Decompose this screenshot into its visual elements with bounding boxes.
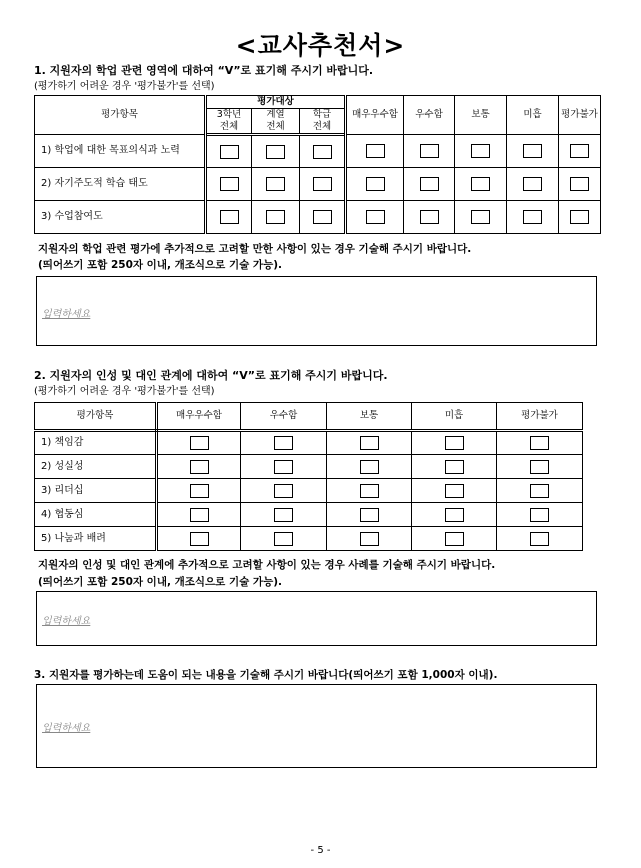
header-eval-item: 평가항목 xyxy=(35,96,206,135)
checkbox[interactable] xyxy=(190,484,209,498)
academic-comment-field[interactable] xyxy=(36,276,597,346)
character-rating-table xyxy=(34,402,583,551)
header-very-good: 매우우수함 xyxy=(157,403,241,431)
placeholder-text: 입력하세요 xyxy=(42,309,91,320)
checkbox[interactable] xyxy=(570,144,589,158)
placeholder-text: 입력하세요 xyxy=(42,723,91,734)
checkbox[interactable] xyxy=(570,210,589,224)
checkbox[interactable] xyxy=(530,508,549,522)
section3-question: 3. 지원자를 평가하는데 도움이 되는 내용을 기술해 주시기 바랍니다(띄어쓰기 포함 1,000자 이내). xyxy=(34,669,498,681)
checkbox[interactable] xyxy=(220,177,239,191)
checkbox[interactable] xyxy=(366,210,385,224)
checkbox[interactable] xyxy=(274,460,293,474)
section1-note: (평가하기 어려운 경우 '평가불가'를 선택) xyxy=(34,81,215,92)
placeholder-text: 입력하세요 xyxy=(42,616,91,627)
checkbox[interactable] xyxy=(313,210,332,224)
header-good: 우수함 xyxy=(404,96,455,135)
row-label: 2) 자기주도적 학습 태도 xyxy=(35,168,206,201)
checkbox[interactable] xyxy=(445,460,464,474)
row-label: 3) 수업참여도 xyxy=(35,201,206,234)
checkbox[interactable] xyxy=(360,436,379,450)
section1-extra-line1: 지원자의 학업 관련 평가에 추가적으로 고려할 만한 사항이 있는 경우 기술해 주시기 바랍니다. xyxy=(38,243,472,255)
checkbox[interactable] xyxy=(190,460,209,474)
checkbox[interactable] xyxy=(445,484,464,498)
table-row xyxy=(35,168,601,201)
section2-question: 2. 지원자의 인성 및 대인 관계에 대하여 “V”로 표기해 주시기 바랍니다. xyxy=(34,369,388,382)
character-comment-field[interactable] xyxy=(36,591,597,646)
checkbox[interactable] xyxy=(366,144,385,158)
checkbox[interactable] xyxy=(420,144,439,158)
checkbox[interactable] xyxy=(266,210,285,224)
header-average: 보통 xyxy=(455,96,507,135)
checkbox[interactable] xyxy=(570,177,589,191)
checkbox[interactable] xyxy=(530,484,549,498)
checkbox[interactable] xyxy=(220,145,239,159)
checkbox[interactable] xyxy=(420,177,439,191)
checkbox[interactable] xyxy=(471,177,490,191)
checkbox[interactable] xyxy=(220,210,239,224)
row-label: 2) 성실성 xyxy=(35,455,157,479)
checkbox[interactable] xyxy=(274,436,293,450)
checkbox[interactable] xyxy=(420,210,439,224)
checkbox[interactable] xyxy=(266,177,285,191)
section2-extra-line2: (띄어쓰기 포함 250자 이내, 개조식으로 기술 가능). xyxy=(38,576,282,588)
checkbox[interactable] xyxy=(266,145,285,159)
checkbox[interactable] xyxy=(313,145,332,159)
row-label: 3) 리더십 xyxy=(35,479,157,503)
header-average: 보통 xyxy=(327,403,412,431)
header-poor: 미흡 xyxy=(412,403,497,431)
checkbox[interactable] xyxy=(360,484,379,498)
table-row xyxy=(35,201,601,234)
section2-extra-line1: 지원자의 인성 및 대인 관계에 추가적으로 고려할 사항이 있는 경우 사례를 기술해 주시기 바랍니다. xyxy=(38,559,496,571)
table-row xyxy=(35,431,583,455)
checkbox[interactable] xyxy=(445,532,464,546)
checkbox[interactable] xyxy=(360,460,379,474)
checkbox[interactable] xyxy=(190,532,209,546)
table-row xyxy=(35,527,583,551)
checkbox[interactable] xyxy=(445,508,464,522)
header-track-all: 계열 전체 xyxy=(252,109,300,135)
overall-comment-field[interactable] xyxy=(36,684,597,768)
header-eval-target: 평가대상 xyxy=(206,96,346,109)
header-poor: 미흡 xyxy=(507,96,559,135)
page-title: <교사추천서> xyxy=(235,31,406,60)
header-eval-item: 평가항목 xyxy=(35,403,157,431)
section2-note: (평가하기 어려운 경우 '평가불가'를 선택) xyxy=(34,386,215,397)
checkbox[interactable] xyxy=(360,508,379,522)
table-row xyxy=(35,479,583,503)
checkbox[interactable] xyxy=(190,508,209,522)
row-label: 1) 책임감 xyxy=(35,431,157,455)
section1-question: 1. 지원자의 학업 관련 영역에 대하여 “V”로 표기해 주시기 바랍니다. xyxy=(34,64,374,77)
header-grade3-all: 3학년 전체 xyxy=(206,109,252,135)
checkbox[interactable] xyxy=(360,532,379,546)
table-row xyxy=(35,135,601,168)
header-not-assessable: 평가불가 xyxy=(559,96,601,135)
academic-rating-table xyxy=(34,95,601,234)
checkbox[interactable] xyxy=(313,177,332,191)
checkbox[interactable] xyxy=(445,436,464,450)
section1-extra-line2: (띄어쓰기 포함 250자 이내, 개조식으로 기술 가능). xyxy=(38,259,282,271)
checkbox[interactable] xyxy=(190,436,209,450)
checkbox[interactable] xyxy=(471,144,490,158)
checkbox[interactable] xyxy=(274,508,293,522)
header-not-assessable: 평가불가 xyxy=(497,403,583,431)
checkbox[interactable] xyxy=(530,436,549,450)
row-label: 4) 협동심 xyxy=(35,503,157,527)
row-label: 1) 학업에 대한 목표의식과 노력 xyxy=(35,135,206,168)
checkbox[interactable] xyxy=(274,484,293,498)
checkbox[interactable] xyxy=(523,177,542,191)
table-row xyxy=(35,455,583,479)
header-very-good: 매우우수함 xyxy=(346,96,404,135)
checkbox[interactable] xyxy=(530,460,549,474)
checkbox[interactable] xyxy=(471,210,490,224)
row-label: 5) 나눔과 배려 xyxy=(35,527,157,551)
checkbox[interactable] xyxy=(523,144,542,158)
checkbox[interactable] xyxy=(274,532,293,546)
checkbox[interactable] xyxy=(523,210,542,224)
page-number: - 5 - xyxy=(310,845,331,856)
table-row xyxy=(35,503,583,527)
checkbox[interactable] xyxy=(366,177,385,191)
header-good: 우수함 xyxy=(241,403,327,431)
header-class-all: 학급 전체 xyxy=(300,109,346,135)
checkbox[interactable] xyxy=(530,532,549,546)
